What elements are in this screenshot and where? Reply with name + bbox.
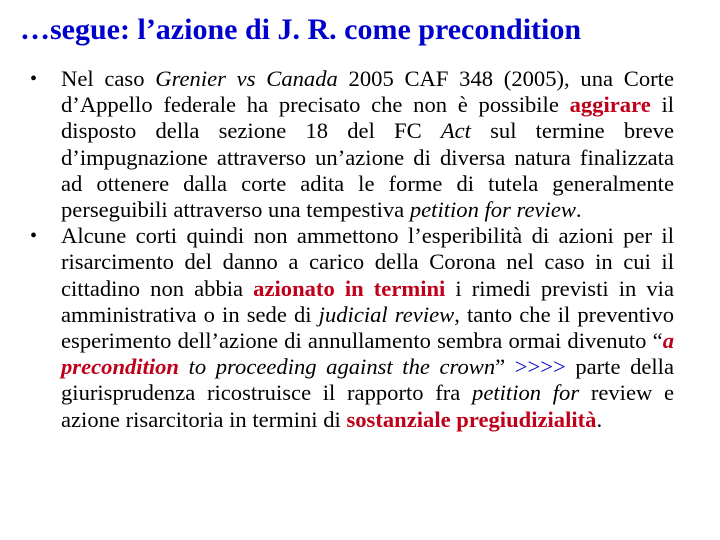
text-segment: Nel caso xyxy=(61,66,156,91)
text-segment: parte della giurisprudenza ricostruisce il rapporto fra xyxy=(61,354,674,406)
text-segment: i rimedi previsti in via amministrativa o in sede di xyxy=(61,275,674,327)
italic-text: Act xyxy=(440,118,471,144)
bullet-marker: • xyxy=(30,68,38,90)
text-segment: . xyxy=(575,197,582,223)
highlight-text: aggirare xyxy=(569,92,651,118)
italic-text: to proceeding against the crown xyxy=(179,354,496,380)
arrow-marker-text: >>>> xyxy=(514,354,566,380)
italic-text: petition for xyxy=(472,380,580,406)
slide-title: …segue: l’azione di J. R. come precondition xyxy=(20,13,582,46)
highlight-text: sostanziale pregiudizialità xyxy=(346,406,597,432)
highlight-text: azionato in termini xyxy=(253,275,446,301)
text-segment: , tanto che il preventivo esperimento dell’azione di annullamento sembra ormai divenuto “ xyxy=(61,301,674,354)
bullet-item xyxy=(26,66,674,223)
text-segment: Alcune corti quindi non ammettono l’esperibilità di azioni per il risarcimento del danno a carico della Corona nel caso in cui il cittadino non abbia xyxy=(61,223,674,301)
text-segment: 2005 CAF 348 (2005), una Corte d’Appello federale ha precisato che non è possibile xyxy=(61,66,674,118)
italic-text: judicial review xyxy=(318,301,455,327)
text-segment: il disposto della sezione 18 del FC xyxy=(61,92,675,144)
text-segment: review e azione risarcitoria in termini di xyxy=(61,380,675,432)
text-segment: sul termine breve d’impugnazione attraverso un’azione di diversa natura finalizzata ad ottenere dalla corte adita le forme di tutela generalmente perseguibili attraverso una tempestiva xyxy=(61,118,674,223)
text-segment: . xyxy=(596,406,603,432)
bullet-item xyxy=(26,223,674,433)
bullet-marker: • xyxy=(30,225,38,248)
case-name-text: Grenier vs Canada xyxy=(155,66,338,91)
text-segment: ” xyxy=(495,354,515,380)
bullet-list xyxy=(26,66,674,433)
italic-text: petition for review xyxy=(409,197,576,223)
highlight-italic-text: a precondition xyxy=(61,328,674,380)
